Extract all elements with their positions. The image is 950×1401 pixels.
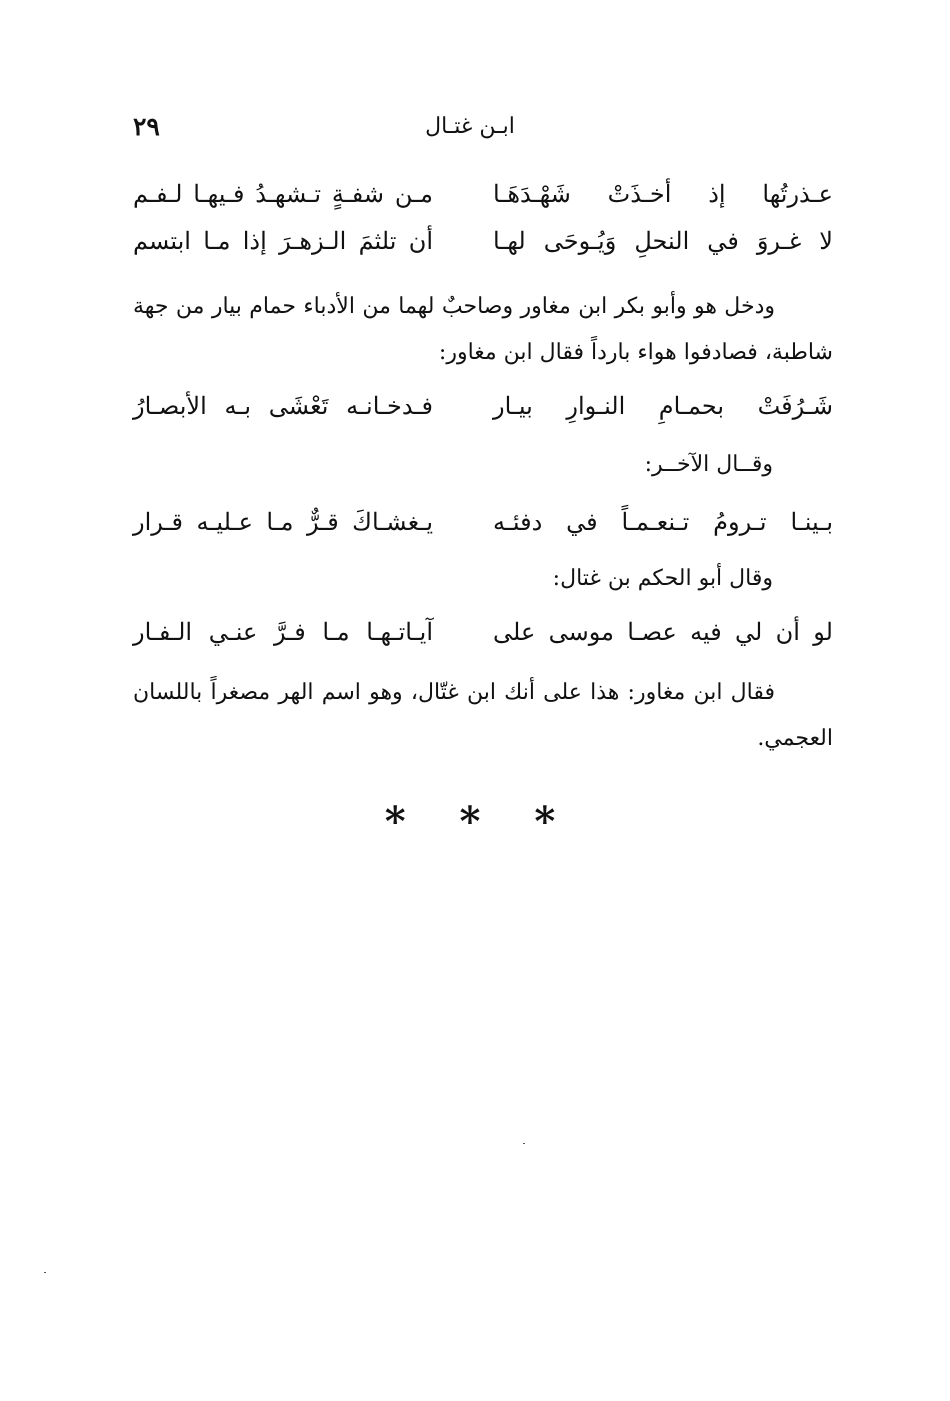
poem-introduction: وقال أبو الحكم بن غتال: bbox=[552, 566, 773, 591]
hemistich-first: بـينـا تـرومُ تـنعـمـاً في دفئـه bbox=[493, 508, 833, 536]
prose-paragraph bbox=[133, 670, 833, 762]
hemistich-second: فـدخـانـه تَعْشَى بـه الأبصـارُ bbox=[133, 392, 433, 420]
poem-introduction: وقــال الآخــر: bbox=[644, 452, 773, 477]
hemistich-first: لا غـروَ في النحلِ وَيُـوحَى لهـا bbox=[493, 227, 833, 255]
paragraph-text: فقال ابن مغاور: هذا على أنك ابن غتّال، وهو اسم الهر مصغراً باللسان العجمي. bbox=[133, 680, 833, 751]
verse-line bbox=[133, 227, 833, 267]
hemistich-second: مـن شفـةٍ تـشهـدُ فـيهـا لـفـم bbox=[133, 180, 433, 208]
hemistich-second: آيـاتـهـا مـا فـرَّ عنـي الـفـار bbox=[133, 618, 433, 646]
prose-paragraph bbox=[133, 284, 833, 376]
scan-speck bbox=[523, 1143, 525, 1144]
hemistich-second: أن تلثمَ الـزهـرَ إذا مـا ابتسم bbox=[133, 227, 433, 255]
verse-line bbox=[133, 508, 833, 548]
hemistich-first: شَـرُفَتْ بحمـامِ النـوارِ بيـار bbox=[493, 392, 833, 420]
hemistich-second: يـغشـاكَ قـرٌّ مـا عـليـه قـرار bbox=[133, 508, 433, 536]
page-number: ٢٩ bbox=[133, 112, 160, 141]
scan-speck bbox=[44, 1272, 46, 1273]
verse-line bbox=[133, 392, 833, 432]
paragraph-text: ودخل هو وأبو بكر ابن مغاور وصاحبٌ لهما من الأدباء حمام بيار من جهة شاطبة، فصادفوا هواء بارداً فقال ابن مغاور: bbox=[133, 294, 833, 365]
verse-line bbox=[133, 618, 833, 658]
hemistich-first: عـذرتُها إذ أخـذَتْ شَهْـدَهَـا bbox=[493, 180, 833, 208]
running-header: ابـن غتـال bbox=[425, 114, 515, 139]
section-separator: * * * bbox=[384, 798, 576, 845]
hemistich-first: لو أن لي فيه عصـا موسى على bbox=[493, 618, 833, 646]
verse-line bbox=[133, 180, 833, 220]
